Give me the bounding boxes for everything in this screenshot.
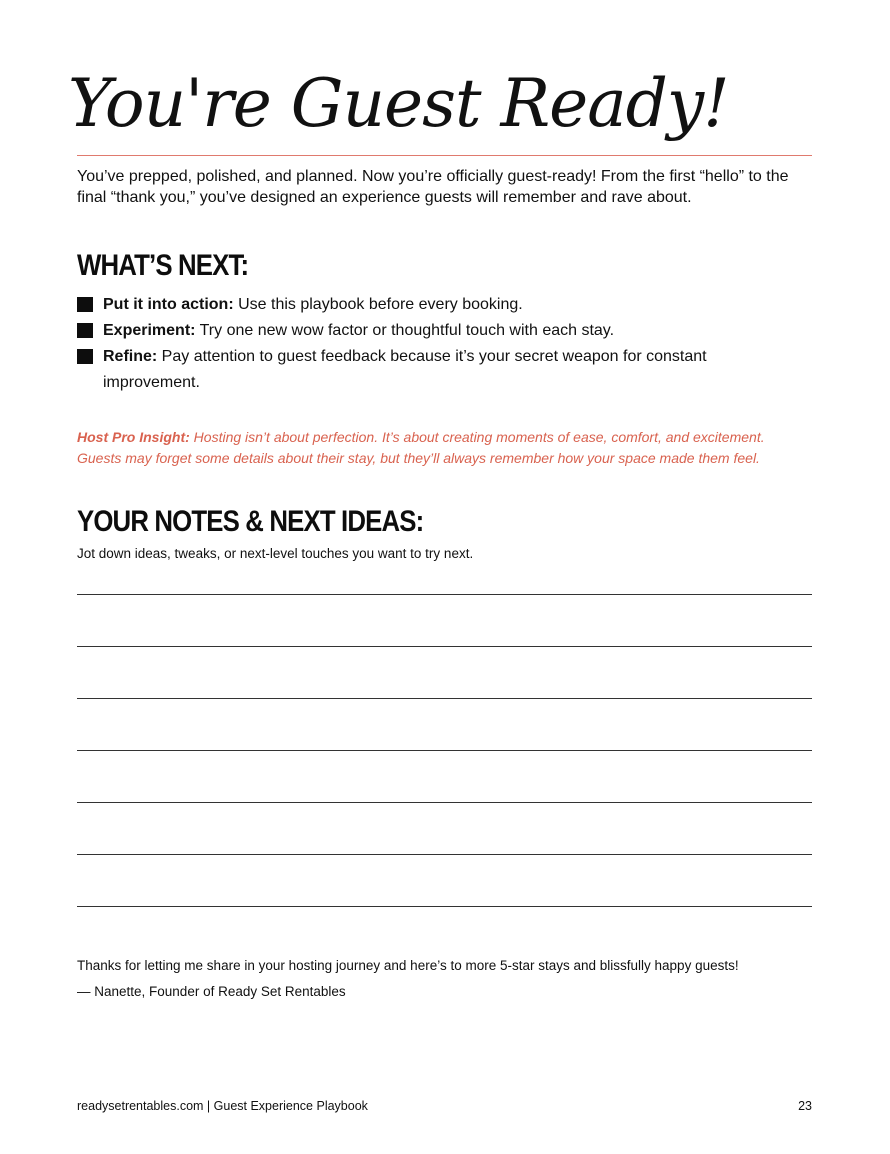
square-bullet-icon bbox=[77, 323, 93, 338]
whats-next-heading: WHAT’S NEXT: bbox=[77, 249, 249, 282]
list-item bbox=[77, 344, 777, 396]
footer-text: readysetrentables.com | Guest Experience Playbook bbox=[77, 1099, 368, 1113]
bullet-lead: Put it into action: bbox=[103, 296, 234, 313]
note-writing-line bbox=[77, 802, 812, 803]
note-writing-line bbox=[77, 750, 812, 751]
square-bullet-icon bbox=[77, 297, 93, 312]
closing-signature: — Nanette, Founder of Ready Set Rentables bbox=[77, 984, 346, 999]
note-writing-line bbox=[77, 854, 812, 855]
title-divider bbox=[77, 155, 812, 156]
insight-lead: Host Pro Insight: bbox=[77, 429, 190, 445]
notes-subtitle: Jot down ideas, tweaks, or next-level touches you want to try next. bbox=[77, 546, 474, 561]
note-writing-line bbox=[77, 594, 812, 595]
page-title: You're Guest Ready! bbox=[68, 65, 729, 142]
note-writing-line bbox=[77, 698, 812, 699]
page-number: 23 bbox=[798, 1099, 812, 1113]
square-bullet-icon bbox=[77, 349, 93, 364]
host-pro-insight bbox=[77, 427, 812, 469]
insight-text: Hosting isn’t about perfection. It’s about creating moments of ease, comfort, and excitement. Guests may forget some details about their stay, but they’ll always remember how your space made them feel. bbox=[77, 429, 765, 466]
note-writing-line bbox=[77, 646, 812, 647]
notes-heading: YOUR NOTES & NEXT IDEAS: bbox=[77, 505, 424, 538]
bullet-text: Use this playbook before every booking. bbox=[233, 296, 523, 313]
closing-thanks: Thanks for letting me share in your hosting journey and here’s to more 5-star stays and blissfully happy guests! bbox=[77, 958, 739, 973]
bullet-lead: Refine: bbox=[103, 348, 158, 365]
intro-paragraph: You’ve prepped, polished, and planned. Now you’re officially guest-ready! From the first “hello” to the final “thank you,” you’ve designed an experience guests will remember and rave about. bbox=[77, 168, 789, 206]
whats-next-list bbox=[77, 292, 777, 396]
note-writing-line bbox=[77, 906, 812, 907]
bullet-text: Try one new wow factor or thoughtful touch with each stay. bbox=[195, 322, 615, 339]
list-item bbox=[77, 292, 777, 318]
bullet-text: Pay attention to guest feedback because it’s your secret weapon for constant improvement. bbox=[103, 348, 707, 391]
bullet-lead: Experiment: bbox=[103, 322, 196, 339]
list-item bbox=[77, 318, 777, 344]
